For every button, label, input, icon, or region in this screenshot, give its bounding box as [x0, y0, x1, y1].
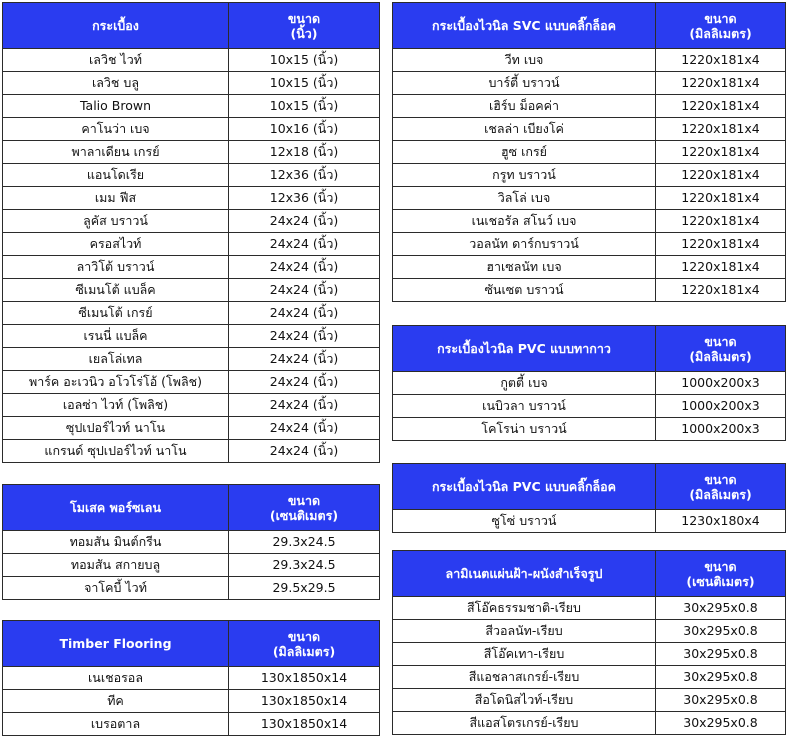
table-header-row: [393, 326, 786, 372]
product-size-cell: 12x36 (นิ้ว): [229, 187, 380, 210]
product-name-cell: วอลนัท ดาร์กบราวน์: [393, 233, 656, 256]
table-header-row: [393, 464, 786, 510]
table-row: [393, 689, 786, 712]
table-row: [3, 394, 380, 417]
product-name-cell: เรนนี่ แบล็ค: [3, 325, 229, 348]
product-size-cell: 29.3x24.5: [229, 531, 380, 554]
product-size-cell: 29.3x24.5: [229, 554, 380, 577]
product-name-cell: เชลล่า เบียงโค่: [393, 118, 656, 141]
table-row: [393, 164, 786, 187]
product-size-cell: 30x295x0.8: [656, 597, 786, 620]
table-row: [393, 49, 786, 72]
product-size-cell: 29.5x29.5: [229, 577, 380, 600]
column-header-size: ขนาด (มิลลิเมตร): [229, 621, 380, 667]
product-size-cell: 1000x200x3: [656, 418, 786, 441]
product-size-cell: 30x295x0.8: [656, 666, 786, 689]
product-size-cell: 1220x181x4: [656, 118, 786, 141]
product-size-cell: 12x36 (นิ้ว): [229, 164, 380, 187]
table-row: [393, 418, 786, 441]
table-row: [393, 620, 786, 643]
table-row: [3, 302, 380, 325]
product-name-cell: Talio Brown: [3, 95, 229, 118]
product-size-cell: 1220x181x4: [656, 95, 786, 118]
product-name-cell: สีอโดนิสไวท์-เรียบ: [393, 689, 656, 712]
product-size-cell: 24x24 (นิ้ว): [229, 279, 380, 302]
product-name-cell: เนบิวลา บราวน์: [393, 395, 656, 418]
table-row: [393, 643, 786, 666]
table-row: [3, 554, 380, 577]
column-header-product: ลามิเนตแผ่นฝ้า-ผนังสำเร็จรูป: [393, 551, 656, 597]
product-name-cell: เมม ฟีส: [3, 187, 229, 210]
table-row: [393, 666, 786, 689]
table-row: [3, 713, 380, 736]
table-row: [3, 233, 380, 256]
table-row: [3, 417, 380, 440]
product-size-cell: 24x24 (นิ้ว): [229, 302, 380, 325]
product-name-cell: เบรอตาล: [3, 713, 229, 736]
mosaic-table: [2, 484, 380, 600]
pvc-glue-table: [392, 325, 786, 441]
product-name-cell: เนเชอรัล สโนว์ เบจ: [393, 210, 656, 233]
product-name-cell: ซันเซต บราวน์: [393, 279, 656, 302]
product-name-cell: สีวอลนัท-เรียบ: [393, 620, 656, 643]
table-row: [393, 233, 786, 256]
product-name-cell: ลาวิโต้ บราวน์: [3, 256, 229, 279]
column-header-size: ขนาด (มิลลิเมตร): [656, 3, 786, 49]
column-header-size: ขนาด (มิลลิเมตร): [656, 464, 786, 510]
product-size-cell: 130x1850x14: [229, 667, 380, 690]
product-size-cell: 1220x181x4: [656, 72, 786, 95]
product-name-cell: โคโรน่า บราวน์: [393, 418, 656, 441]
table-row: [393, 210, 786, 233]
table-row: [393, 395, 786, 418]
product-name-cell: จาโคบี้ ไวท์: [3, 577, 229, 600]
product-name-cell: ทอมสัน มินต์กรีน: [3, 531, 229, 554]
table-row: [3, 95, 380, 118]
product-size-cell: 24x24 (นิ้ว): [229, 325, 380, 348]
product-size-cell: 1220x181x4: [656, 256, 786, 279]
table-row: [3, 164, 380, 187]
product-name-cell: พาร์ค อะเวนิว อโวโร่โอ้ (โพลิช): [3, 371, 229, 394]
product-size-cell: 10x15 (นิ้ว): [229, 95, 380, 118]
table-row: [3, 210, 380, 233]
column-header-product: Timber Flooring: [3, 621, 229, 667]
product-name-cell: กรูท บราวน์: [393, 164, 656, 187]
table-row: [393, 279, 786, 302]
table-row: [3, 256, 380, 279]
product-size-cell: 10x15 (นิ้ว): [229, 49, 380, 72]
table-row: [3, 141, 380, 164]
product-size-cell: 130x1850x14: [229, 713, 380, 736]
product-name-cell: ฮูซ เกรย์: [393, 141, 656, 164]
product-name-cell: แกรนด์ ซุปเปอร์ไวท์ นาโน: [3, 440, 229, 463]
product-name-cell: เลวิช บลู: [3, 72, 229, 95]
product-size-cell: 24x24 (นิ้ว): [229, 348, 380, 371]
table-row: [3, 531, 380, 554]
product-name-cell: เฮิร์บ ม็อคค่า: [393, 95, 656, 118]
product-name-cell: สีแอสโตรเกรย์-เรียบ: [393, 712, 656, 735]
product-size-cell: 1220x181x4: [656, 233, 786, 256]
product-size-cell: 10x15 (นิ้ว): [229, 72, 380, 95]
column-header-size: ขนาด (เซนติเมตร): [229, 485, 380, 531]
table-header-row: [393, 3, 786, 49]
table-row: [393, 187, 786, 210]
product-name-cell: คาโนว่า เบจ: [3, 118, 229, 141]
column-header-product: กระเบื้อง: [3, 3, 229, 49]
product-size-cell: 1220x181x4: [656, 141, 786, 164]
column-header-product: กระเบื้องไวนิล PVC แบบคลิ๊กล็อค: [393, 464, 656, 510]
table-row: [3, 49, 380, 72]
table-row: [3, 348, 380, 371]
product-size-cell: 30x295x0.8: [656, 689, 786, 712]
product-size-cell: 30x295x0.8: [656, 712, 786, 735]
product-size-cell: 1220x181x4: [656, 164, 786, 187]
table-row: [3, 279, 380, 302]
table-row: [3, 440, 380, 463]
product-size-cell: 30x295x0.8: [656, 620, 786, 643]
table-header-row: [393, 551, 786, 597]
product-name-cell: เนเชอรอล: [3, 667, 229, 690]
product-size-cell: 24x24 (นิ้ว): [229, 371, 380, 394]
table-row: [3, 118, 380, 141]
product-size-cell: 10x16 (นิ้ว): [229, 118, 380, 141]
table-row: [393, 141, 786, 164]
product-name-cell: ลูคัส บราวน์: [3, 210, 229, 233]
table-row: [393, 372, 786, 395]
table-row: [393, 256, 786, 279]
product-size-cell: 12x18 (นิ้ว): [229, 141, 380, 164]
table-header-row: [3, 485, 380, 531]
product-size-cell: 1220x181x4: [656, 187, 786, 210]
product-size-cell: 1220x181x4: [656, 279, 786, 302]
pvc-click-table: [392, 463, 786, 533]
product-size-cell: 24x24 (นิ้ว): [229, 440, 380, 463]
column-header-size: ขนาด (มิลลิเมตร): [656, 326, 786, 372]
product-name-cell: ทีค: [3, 690, 229, 713]
table-row: [393, 510, 786, 533]
product-size-cell: 1000x200x3: [656, 395, 786, 418]
column-header-product: กระเบื้องไวนิล PVC แบบทากาว: [393, 326, 656, 372]
column-header-size: ขนาด (เซนติเมตร): [656, 551, 786, 597]
table-row: [393, 712, 786, 735]
product-name-cell: ซูโซ่ บราวน์: [393, 510, 656, 533]
product-name-cell: ซีเมนโต้ แบล็ค: [3, 279, 229, 302]
product-name-cell: สีโอ๊คธรรมชาติ-เรียบ: [393, 597, 656, 620]
product-size-cell: 30x295x0.8: [656, 643, 786, 666]
product-size-cell: 24x24 (นิ้ว): [229, 233, 380, 256]
product-size-cell: 1000x200x3: [656, 372, 786, 395]
table-row: [3, 325, 380, 348]
product-name-cell: สีแอชลาสเกรย์-เรียบ: [393, 666, 656, 689]
product-name-cell: ซีเมนโต้ เกรย์: [3, 302, 229, 325]
product-name-cell: เยลโล่เทล: [3, 348, 229, 371]
column-header-product: โมเสค พอร์ซเลน: [3, 485, 229, 531]
table-row: [3, 187, 380, 210]
table-row: [3, 667, 380, 690]
table-row: [393, 95, 786, 118]
laminate-table: [392, 550, 786, 735]
product-name-cell: ทอมสัน สกายบลู: [3, 554, 229, 577]
product-size-cell: 1220x181x4: [656, 210, 786, 233]
table-row: [3, 371, 380, 394]
table-row: [393, 597, 786, 620]
product-size-cell: 24x24 (นิ้ว): [229, 210, 380, 233]
product-name-cell: เลวิช ไวท์: [3, 49, 229, 72]
table-row: [3, 72, 380, 95]
product-name-cell: พาลาเดียน เกรย์: [3, 141, 229, 164]
table-header-row: [3, 621, 380, 667]
product-size-cell: 1230x180x4: [656, 510, 786, 533]
product-size-cell: 1220x181x4: [656, 49, 786, 72]
table-row: [3, 690, 380, 713]
product-name-cell: เอลซ่า ไวท์ (โพลิช): [3, 394, 229, 417]
product-name-cell: บาร์ตี้ บราวน์: [393, 72, 656, 95]
product-name-cell: ซุปเปอร์ไวท์ นาโน: [3, 417, 229, 440]
table-row: [393, 72, 786, 95]
product-size-cell: 24x24 (นิ้ว): [229, 394, 380, 417]
product-name-cell: สีโอ๊คเทา-เรียบ: [393, 643, 656, 666]
table-row: [3, 577, 380, 600]
product-size-cell: 24x24 (นิ้ว): [229, 417, 380, 440]
product-name-cell: วิลโล่ เบจ: [393, 187, 656, 210]
column-header-size: ขนาด (นิ้ว): [229, 3, 380, 49]
svc-click-table: [392, 2, 786, 302]
table-header-row: [3, 3, 380, 49]
product-name-cell: ครอสไวท์: [3, 233, 229, 256]
tiles-table: [2, 2, 380, 463]
timber-table: [2, 620, 380, 736]
product-name-cell: แอนโดเรีย: [3, 164, 229, 187]
product-name-cell: วีท เบจ: [393, 49, 656, 72]
product-size-cell: 24x24 (นิ้ว): [229, 256, 380, 279]
product-name-cell: กูตตี้ เบจ: [393, 372, 656, 395]
product-size-cell: 130x1850x14: [229, 690, 380, 713]
column-header-product: กระเบื้องไวนิล SVC แบบคลิ๊กล็อค: [393, 3, 656, 49]
product-name-cell: ฮาเซลนัท เบจ: [393, 256, 656, 279]
table-row: [393, 118, 786, 141]
